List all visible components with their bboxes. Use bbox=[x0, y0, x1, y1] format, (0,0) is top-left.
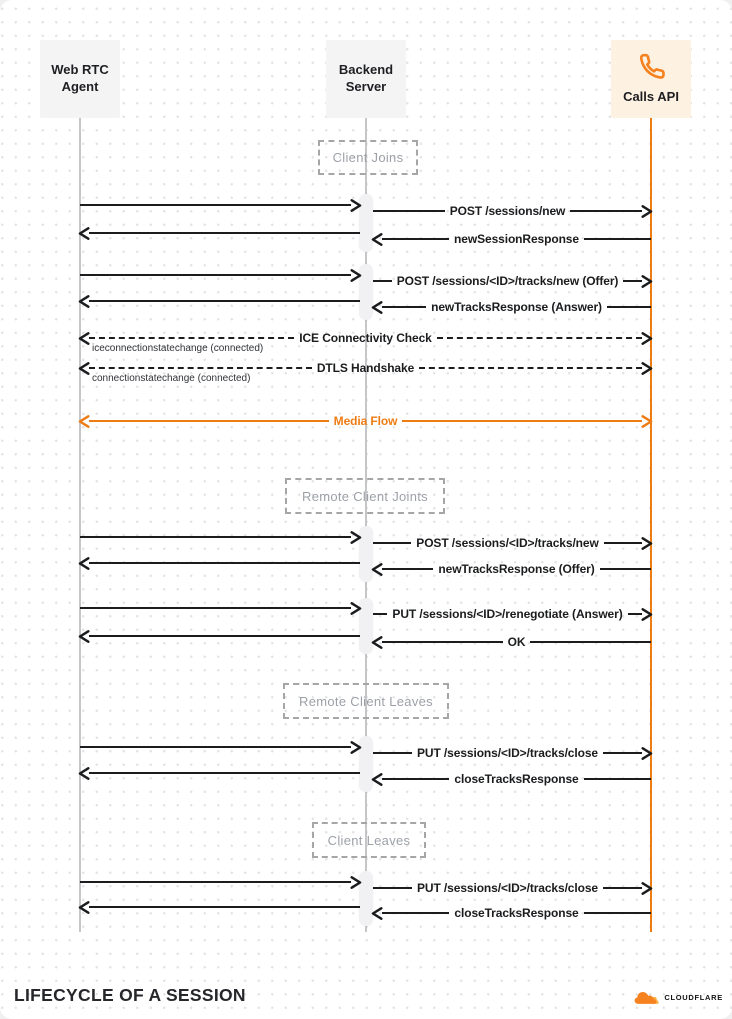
arrow-line bbox=[570, 210, 642, 212]
arrow-line bbox=[89, 367, 312, 369]
cloudflare-cloud-icon bbox=[634, 990, 661, 1005]
message-arrow bbox=[80, 601, 360, 615]
message-arrow bbox=[373, 536, 651, 550]
message-arrow bbox=[373, 881, 651, 895]
arrowhead-right-icon bbox=[640, 882, 653, 895]
message-label: ICE Connectivity Check bbox=[299, 331, 432, 345]
message-arrow bbox=[80, 740, 360, 754]
group-box bbox=[318, 140, 418, 175]
group-box bbox=[285, 478, 445, 514]
arrowhead-right-icon bbox=[640, 537, 653, 550]
message-arrow bbox=[80, 875, 360, 889]
group-label: Remote Client Leaves bbox=[299, 693, 433, 709]
arrow-line bbox=[382, 912, 449, 914]
phone-icon bbox=[636, 52, 666, 82]
message-arrow bbox=[80, 268, 360, 282]
arrowhead-right-icon bbox=[640, 332, 653, 345]
message-arrow bbox=[373, 746, 651, 760]
message-label: newSessionResponse bbox=[454, 232, 579, 246]
message-label: newTracksResponse (Offer) bbox=[438, 562, 595, 576]
message-arrow bbox=[373, 232, 651, 246]
message-label: POST /sessions/<ID>/tracks/new (Offer) bbox=[396, 274, 619, 288]
arrow-line bbox=[80, 274, 351, 276]
actor-label: Calls API bbox=[623, 89, 679, 105]
arrow-line bbox=[373, 887, 412, 889]
arrowhead-right-icon bbox=[349, 876, 362, 889]
arrow-line bbox=[603, 887, 642, 889]
message-arrow bbox=[80, 629, 360, 643]
arrowhead-right-icon bbox=[349, 269, 362, 282]
actor-label: Web RTC Agent bbox=[51, 62, 109, 94]
cloudflare-wordmark: CLOUDFLARE bbox=[664, 993, 723, 1002]
arrowhead-right-icon bbox=[640, 275, 653, 288]
message-arrow bbox=[373, 300, 651, 314]
arrow-line bbox=[584, 778, 651, 780]
actor-calls bbox=[611, 40, 691, 118]
arrow-line bbox=[382, 778, 449, 780]
message-arrow bbox=[80, 766, 360, 780]
message-arrow bbox=[80, 198, 360, 212]
message-arrow bbox=[373, 274, 651, 288]
arrow-line bbox=[600, 568, 651, 570]
arrow-line bbox=[437, 337, 642, 339]
actor-label: Backend Server bbox=[338, 62, 394, 94]
message-arrow bbox=[80, 226, 360, 240]
arrow-line bbox=[382, 306, 426, 308]
message-label: Media Flow bbox=[333, 414, 398, 428]
arrowhead-right-icon bbox=[640, 205, 653, 218]
message-label: POST /sessions/new bbox=[449, 204, 566, 218]
message-arrow bbox=[80, 900, 360, 914]
arrow-line bbox=[89, 337, 294, 339]
group-box bbox=[312, 822, 426, 858]
message-arrow bbox=[373, 607, 651, 621]
arrow-line bbox=[80, 536, 351, 538]
arrowhead-right-icon bbox=[640, 362, 653, 375]
arrow-line bbox=[80, 746, 351, 748]
arrow-line bbox=[80, 881, 351, 883]
group-label: Client Leaves bbox=[327, 832, 411, 848]
message-arrow bbox=[80, 556, 360, 570]
message-arrow bbox=[80, 530, 360, 544]
arrowhead-right-icon bbox=[349, 199, 362, 212]
message-label: closeTracksResponse bbox=[454, 772, 579, 786]
arrow-line bbox=[89, 562, 360, 564]
message-label: newTracksResponse (Answer) bbox=[431, 300, 602, 314]
arrow-line bbox=[373, 210, 445, 212]
message-label: OK bbox=[507, 635, 526, 649]
message-arrow bbox=[80, 294, 360, 308]
arrow-line bbox=[402, 420, 642, 422]
arrow-line bbox=[373, 542, 411, 544]
message-arrow bbox=[80, 414, 651, 428]
message-arrow bbox=[373, 906, 651, 920]
group-box bbox=[283, 683, 449, 719]
arrowhead-right-icon bbox=[349, 531, 362, 544]
message-label: PUT /sessions/<ID>/tracks/close bbox=[417, 746, 598, 760]
arrow-line bbox=[382, 568, 433, 570]
message-label: PUT /sessions/<ID>/renegotiate (Answer) bbox=[392, 607, 623, 621]
arrow-line bbox=[607, 306, 651, 308]
lifeline-webrtc bbox=[79, 118, 81, 932]
arrowhead-right-icon bbox=[349, 602, 362, 615]
message-label: closeTracksResponse bbox=[454, 906, 579, 920]
message-arrow bbox=[373, 204, 651, 218]
arrow-line bbox=[80, 204, 351, 206]
arrowhead-right-icon bbox=[640, 608, 653, 621]
arrow-line bbox=[584, 238, 651, 240]
arrow-line bbox=[373, 280, 392, 282]
arrowhead-right-icon bbox=[640, 747, 653, 760]
arrow-line bbox=[604, 542, 642, 544]
message-label: DTLS Handshake bbox=[316, 361, 415, 375]
actor-webrtc bbox=[40, 40, 120, 118]
arrow-line bbox=[89, 300, 360, 302]
arrow-line bbox=[89, 772, 360, 774]
arrow-line bbox=[89, 420, 329, 422]
message-arrow bbox=[373, 562, 651, 576]
arrow-line bbox=[80, 607, 351, 609]
message-arrow bbox=[373, 635, 651, 649]
message-label: PUT /sessions/<ID>/tracks/close bbox=[417, 881, 598, 895]
arrow-line bbox=[89, 906, 360, 908]
message-arrow bbox=[373, 772, 651, 786]
arrow-line bbox=[603, 752, 642, 754]
cloudflare-logo bbox=[634, 990, 723, 1005]
arrow-line bbox=[530, 641, 651, 643]
arrow-line bbox=[382, 641, 503, 643]
page-title: LIFECYCLE OF A SESSION bbox=[14, 985, 246, 1005]
arrow-line bbox=[419, 367, 642, 369]
message-sublabel: connectionstatechange (connected) bbox=[92, 373, 251, 384]
arrow-line bbox=[89, 635, 360, 637]
arrow-line bbox=[89, 232, 360, 234]
group-label: Remote Client Joints bbox=[302, 488, 428, 504]
arrowhead-right-icon bbox=[349, 741, 362, 754]
arrow-line bbox=[382, 238, 449, 240]
group-label: Client Joins bbox=[332, 150, 404, 165]
message-label: POST /sessions/<ID>/tracks/new bbox=[416, 536, 599, 550]
arrow-line bbox=[373, 752, 412, 754]
arrow-line bbox=[373, 613, 387, 615]
message-sublabel: iceconnectionstatechange (connected) bbox=[92, 343, 264, 354]
actor-backend bbox=[326, 40, 406, 118]
arrow-line bbox=[584, 912, 651, 914]
arrowhead-right-icon bbox=[640, 415, 653, 428]
